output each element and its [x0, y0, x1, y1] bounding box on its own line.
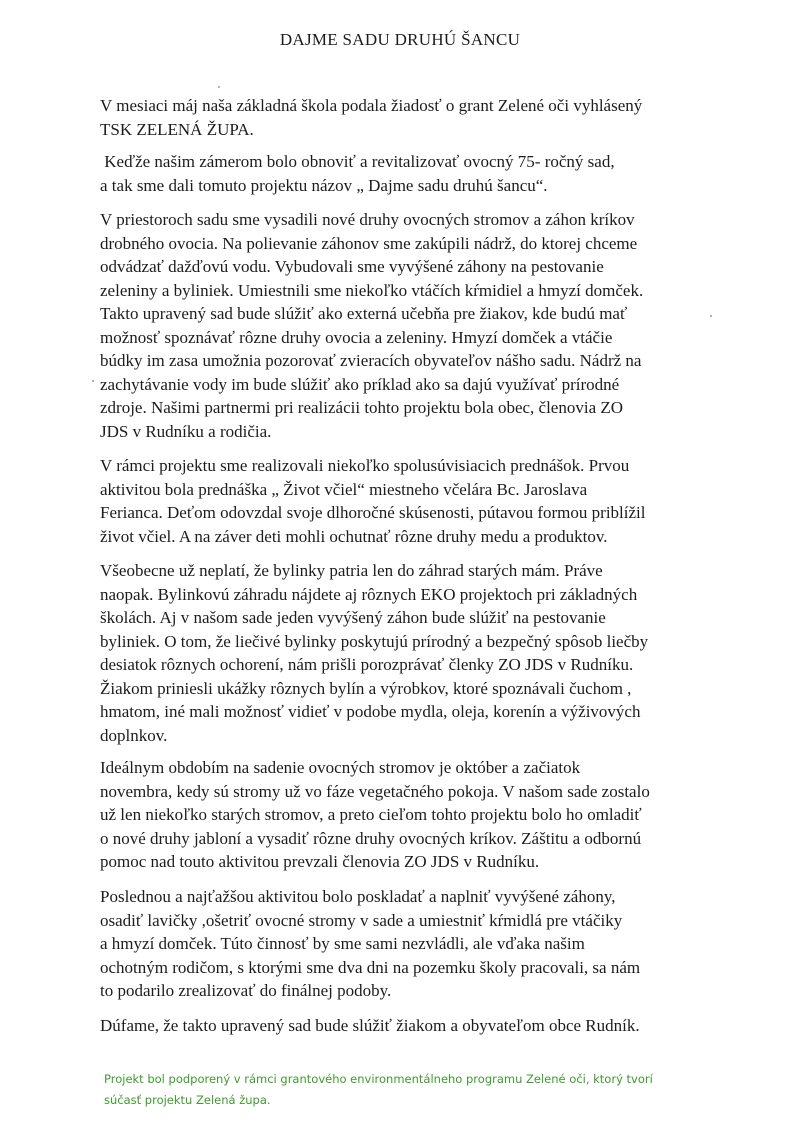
paragraph-orchard-works — [100, 208, 740, 443]
text-line: Všeobecne už neplatí, že bylinky patria len do záhrad starých mám. Práve — [100, 561, 603, 580]
text-line: už len niekoľko starých stromov, a preto cieľom tohto projektu bolo ho omladiť — [100, 805, 642, 824]
text-line: to podarilo zrealizovať do finálnej podoby. — [100, 981, 392, 1000]
text-line: zdroje. Našimi partnermi pri realizácii tohto projektu bola obec, členovia ZO — [100, 398, 624, 417]
text-line: drobného ovocia. Na polievanie záhonov sme zakúpili nádrž, do ktorej chceme — [100, 233, 638, 253]
text-line: zachytávanie vody im bude slúžiť ako príklad ako sa dajú využívať prírodné — [100, 374, 620, 394]
text-line: Keďže našim zámerom bolo obnoviť a revitalizovať ovocný 75- ročný sad, — [100, 152, 615, 171]
text-line: JDS v Rudníku a rodičia. — [100, 421, 272, 441]
footer-line: súčasť projektu Zelená župa. — [104, 1093, 271, 1107]
text-line: možnosť spoznávať rôzne druhy ovocia a zeleniny. Hmyzí domček a vtáčie — [100, 327, 613, 347]
text-line: Poslednou a najťažšou aktivitou bolo poskladať a naplniť vyvýšené záhony, — [100, 887, 616, 906]
text-line: hmatom, iné mali možnosť vidieť v podobe mydla, oleja, korenín a výživových — [100, 702, 641, 721]
text-line: novembra, kedy sú stromy už vo fáze vegetačného pokoja. V našom sade zostalo — [100, 781, 650, 801]
text-line: a hmyzí domček. Túto činnosť by sme sami nezvládli, ale vďaka našim — [100, 934, 585, 953]
text-line: TSK ZELENÁ ŽUPA. — [100, 119, 254, 139]
text-line: búdky im zasa umožnia pozorovať zvieracích obyvateľov nášho sadu. Nádrž na — [100, 351, 642, 370]
paragraph-final-activity — [100, 885, 740, 1003]
paragraph-planting — [100, 756, 740, 874]
scan-speck — [92, 380, 94, 382]
scan-speck — [710, 315, 712, 317]
paragraph-grant-intro — [100, 94, 740, 141]
scan-speck — [218, 86, 220, 88]
sponsor-footer — [104, 1069, 744, 1111]
text-line: desiatok rôznych ochorení, nám prišli porozprávať členky ZO JDS v Rudníku. — [100, 655, 634, 674]
footer-line: Projekt bol podporený v rámci grantového environmentálneho programu Zelené oči, ktorý tvorí — [104, 1072, 653, 1086]
text-line: naopak. Bylinkovú záhradu nájdete aj rôznych EKO projektoch pri základných — [100, 584, 638, 604]
text-line: školách. Aj v našom sade jeden vyvýšený záhon bude slúžiť na pestovanie — [100, 608, 606, 627]
text-line: ochotným rodičom, s ktorými sme dva dni na pozemku školy pracovali, sa nám — [100, 957, 641, 977]
text-line: Takto upravený sad bude slúžiť ako externá učebňa pre žiakov, kde budú mať — [100, 304, 628, 323]
paragraph-herbs — [100, 559, 740, 747]
text-line: o nové druhy jabloní a vysadiť rôzne druhy ovocných kríkov. Záštitu a odbornú — [100, 828, 642, 848]
text-line: V rámci projektu sme realizovali niekoľko spolusúvisiacich prednášok. Prvou — [100, 456, 630, 475]
text-line: osadiť lavičky ,ošetriť ovocné stromy v sade a umiestniť kŕmidlá pre vtáčiky — [100, 910, 623, 930]
paragraph-closing — [100, 1014, 740, 1038]
text-line: V mesiaci máj naša základná škola podala žiadosť o grant Zelené oči vyhlásený — [100, 96, 643, 115]
text-line: Ferianca. Deťom odovzdal svoje dlhoročné skúsenosti, pútavou formou priblížil — [100, 503, 646, 522]
text-line: život včiel. A na záver deti mohli ochutnať rôzne druhy medu a produktov. — [100, 526, 608, 546]
text-line: Dúfame, že takto upravený sad bude slúžiť žiakom a obyvateľom obce Rudník. — [100, 1016, 640, 1035]
text-line: byliniek. O tom, že liečivé bylinky poskytujú prírodný a bezpečný spôsob liečby — [100, 631, 649, 651]
text-line: Žiakom priniesli ukážky rôznych bylín a výrobkov, ktoré spoznávali čuchom , — [100, 678, 632, 698]
text-line: aktivitou bola prednáška „ Život včiel“ miestneho včelára Bc. Jaroslava — [100, 479, 588, 499]
document-title: DAJME SADU DRUHÚ ŠANCU — [279, 30, 521, 49]
paragraph-project-name — [100, 150, 740, 197]
text-line: zeleniny a byliniek. Umiestnili sme niekoľko vtáčích kŕmidiel a hmyzí domček. — [100, 280, 644, 300]
text-line: doplnkov. — [100, 725, 168, 745]
text-line: V priestoroch sadu sme vysadili nové druhy ovocných stromov a záhon kríkov — [100, 210, 635, 229]
text-line: odvádzať dažďovú vodu. Vybudovali sme vyvýšené záhony na pestovanie — [100, 257, 604, 276]
text-line: a tak sme dali tomuto projektu názov „ Dajme sadu druhú šancu“. — [100, 175, 548, 195]
paragraph-lectures — [100, 454, 740, 548]
text-line: pomoc nad touto aktivitou prevzali členovia ZO JDS v Rudníku. — [100, 852, 540, 871]
text-line: Ideálnym obdobím na sadenie ovocných stromov je október a začiatok — [100, 758, 581, 777]
